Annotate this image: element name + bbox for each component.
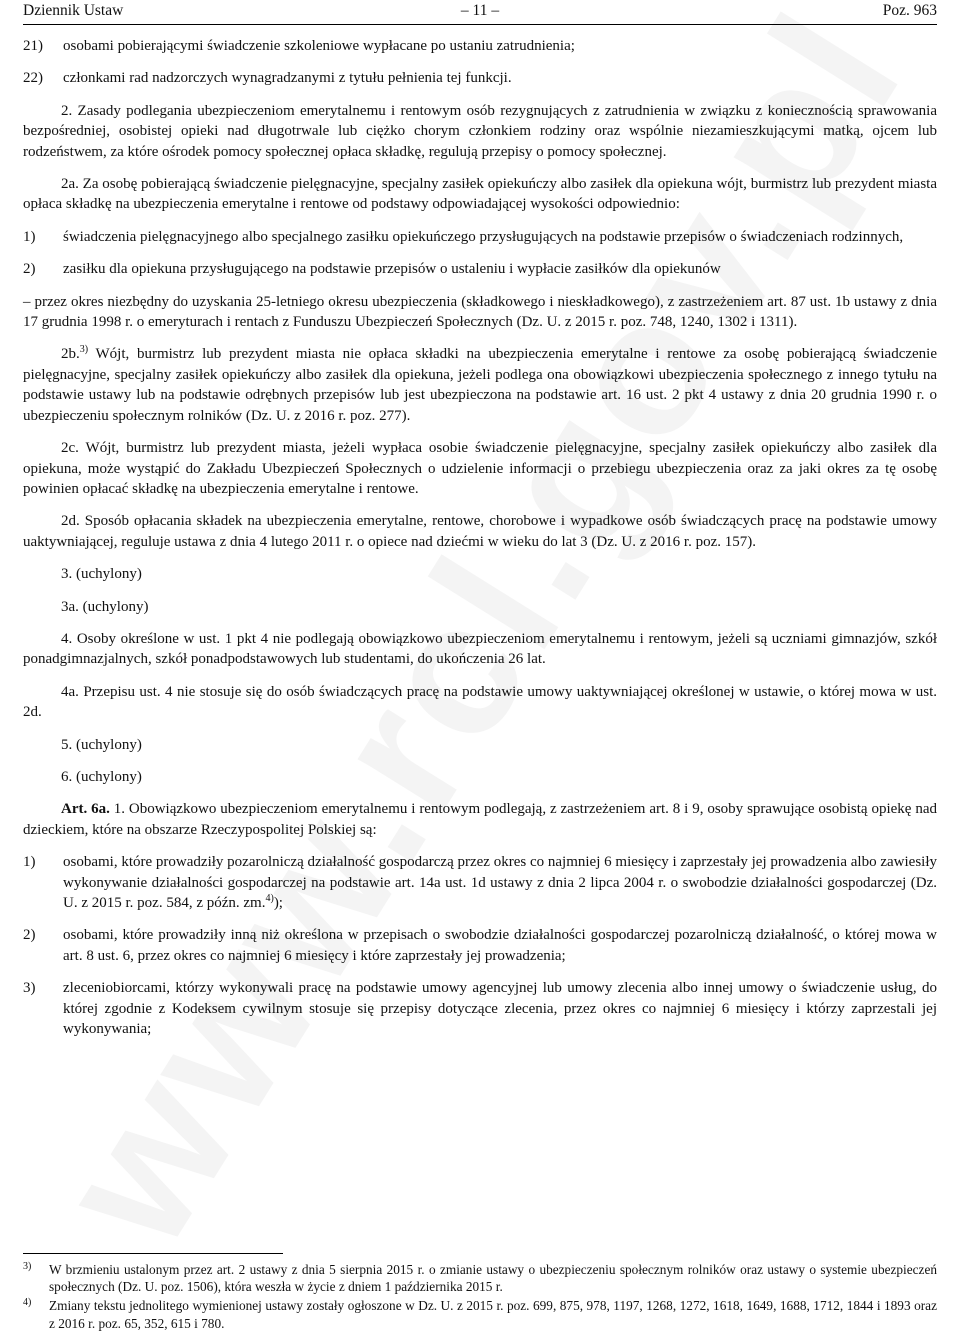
footnote-ref: 3) (79, 344, 89, 356)
paragraph-2a: 2a. Za osobę pobierającą świadczenie pielęgnacyjne, specjalny zasiłek opiekuńczy albo zasiłek dla opiekuna wójt, burmistrz lub prezydent miasta opłaca składkę na ubezpieczenia emerytalne i rentowe od podstawy odpowiadającej wysokości odpowiednio: (23, 176, 937, 213)
journal-title: Dziennik Ustaw (23, 2, 124, 19)
paragraph-3a: 3a. (uchylony) (61, 598, 149, 615)
paragraph-5: 5. (uchylony) (61, 736, 142, 753)
item-number: 3) (23, 980, 36, 997)
paragraph-label: 2b. (61, 346, 80, 363)
list-item (23, 68, 937, 88)
paragraph-2: 2. Zasady podlegania ubezpieczeniom emerytalnemu i rentowym osób rezygnujących z zatrudnienia w związku z koniecznością sprawowania bezpośredniej, osobistej opieki nad długotrwale lub ciężko chorym członkiem rodziny oraz wspólnie niezamieszkującymi matką, ojcem lub rodzeństwem, za które ośrodek pomocy społecznej opłaca składkę, regulują przepisy o pomocy społecznej. (23, 102, 937, 160)
page-header (23, 0, 937, 25)
list-item (23, 227, 937, 247)
item-text: członkami rad nadzorczych wynagradzanymi z tytułu pełnienia tej funkcji. (63, 70, 512, 87)
item-text: zasiłku dla opiekuna przysługującego na podstawie przepisów o ustaleniu i wypłacie zasiłków dla opiekunów (63, 261, 721, 278)
footnote-number: 4) (23, 1297, 32, 1309)
paragraph-text: Wójt, burmistrz lub prezydent miasta nie opłaca składki na ubezpieczenia emerytalne i rentowe za osobę pobierającą świadczenie pielęgnacyjne, specjalny zasiłek opiekuńczy albo zasiłek dla opiekuna, jeżeli podlega ona obowiązkowi ubezpieczenia społecznego z innego tytułu na podstawie ustawy lub na podstawie odrębnych przepisów lub jest ubezpieczona na podstawie art. 16 ust. 2 pkt 4 ustawy z dnia 20 grudnia 1990 r. o ubezpieczeniu społecznym rolników (Dz. U. z 2016 r. poz. 277). (23, 346, 937, 424)
paragraph-6: 6. (uchylony) (61, 768, 142, 785)
footnote-text: Zmiany tekstu jednolitego wymienionej ustawy zostały ogłoszone w Dz. U. z 2015 r. poz. 699, 875, 978, 1197, 1268, 1272, 1618, 1649, 1688, 1712, 1844 i 1893 oraz z 2016 r. poz. 65, 352, 615 i 780. (49, 1298, 937, 1331)
item-number: 22) (23, 70, 43, 87)
footnote-separator (23, 1253, 283, 1254)
list-item (23, 925, 937, 966)
list-item (23, 259, 937, 279)
item-number: 2) (23, 261, 36, 278)
footnote-text: W brzmieniu ustalonym przez art. 2 ustawy z dnia 5 sierpnia 2015 r. o zmianie ustawy o ubezpieczeniu społecznym rolników oraz ustawy o systemie ubezpieczeń społecznych (Dz. U. poz. 1506), która weszła w życie z dniem 1 października 2015 r. (49, 1262, 937, 1295)
item-number: 2) (23, 927, 36, 944)
item-number: 1) (23, 854, 36, 871)
item-text: świadczenia pielęgnacyjnego albo specjalnego zasiłku opiekuńczego przysługujących na podstawie przepisów o świadczeniach rodzinnych, (63, 228, 904, 245)
footnote (23, 1261, 937, 1295)
list-item (23, 978, 937, 1039)
paragraph-2a-tail: – przez okres niezbędny do uzyskania 25-letniego okresu ubezpieczenia (składkowego i nieskładkowego), z zastrzeżeniem art. 87 ust. 1b ustawy z dnia 17 grudnia 1998 r. o emeryturach i rentach z Funduszu Ubezpieczeń Społecznych (Dz. U. z 2015 r. poz. 748, 1240, 1302 i 1311). (23, 293, 937, 331)
footnote-ref: 4) (265, 893, 274, 904)
paragraph-2c: 2c. Wójt, burmistrz lub prezydent miasta, jeżeli wypłaca osobie świadczenie pielęgnacyjne, specjalny zasiłek opiekuńczy albo zasiłek dla opiekuna, może wystąpić do Zakładu Ubezpieczeń Społecznych o udzielenie informacji o przebiegu ubezpieczenia oraz za jaki okres za tę osobę powinien opłacać składkę na ubezpieczenia emerytalne i rentowe. (23, 440, 937, 497)
page-number: – 11 – (460, 2, 500, 19)
document-body (23, 36, 937, 1051)
footnotes (23, 1261, 937, 1334)
list-item (23, 852, 937, 913)
article-label: Art. 6a. (61, 801, 110, 818)
paragraph-4a: 4a. Przepisu ust. 4 nie stosuje się do osób świadczących pracę na podstawie umowy uaktywniającej określonej w ustawie, o której mowa w ust. 2d. (23, 683, 937, 721)
position-number: Poz. 963 (882, 2, 937, 19)
article-text: 1. Obowiązkowo ubezpieczeniom emerytalnemu i rentowym podlegają, z zastrzeżeniem art. 8 i 9, osoby sprawujące osobistą opiekę nad dzieckiem, które na obszarze Rzeczypospolitej Polskiej są: (23, 801, 937, 838)
paragraph-2d: 2d. Sposób opłacania składek na ubezpieczenia emerytalne, rentowe, chorobowe i wypadkowe osób świadczących pracę na podstawie umowy uaktywniającej, reguluje ustawa z dnia 4 lutego 2011 r. o opiece nad dziećmi w wieku do lat 3 (Dz. U. z 2016 r. poz. 157). (23, 513, 937, 550)
paragraph-4: 4. Osoby określone w ust. 1 pkt 4 nie podlegają obowiązkowo ubezpieczeniom emerytalnemu i rentowym, jeżeli są uczniami gimnazjów, szkół ponadgimnazjalnych, szkół ponadpodstawowych lub studentami, do ukończenia 26 lat. (23, 630, 937, 668)
paragraph-2b (23, 344, 937, 426)
item-text: osobami, które prowadziły inną niż określona w przepisach o swobodzie działalności gospodarczej pozarolniczą działalność, o której mowa w art. 8 ust. 6, przez okres co najmniej 6 miesięcy i które zaprzestały jej prowadzenia; (63, 927, 937, 964)
article-6a (23, 799, 937, 840)
paragraph-3: 3. (uchylony) (61, 566, 142, 583)
footnote-number: 3) (23, 1261, 32, 1272)
item-text-tail: ); (273, 895, 283, 911)
list-item (23, 36, 937, 56)
item-text: osobami, które prowadziły pozarolniczą działalność gospodarczą przez okres co najmniej 6 miesięcy i zaprzestały jej prowadzenia albo zawiesiły wykonywanie działalności gospodarczej na podstawie art. 14a ust. 1d ustawy z dnia 2 lipca 2004 r. o swobodzie działalności gospodarczej (Dz. U. z 2015 r. poz. 584, z późn. zm. (63, 854, 937, 911)
item-number: 1) (23, 228, 36, 245)
footnote (23, 1297, 937, 1331)
item-text: osobami pobierającymi świadczenie szkoleniowe wypłacane po ustaniu zatrudnienia; (63, 38, 575, 54)
item-number: 21) (23, 38, 43, 54)
item-text: zleceniobiorcami, którzy wykonywali pracę na podstawie umowy agencyjnej lub umowy zlecenia albo innej umowy o świadczenie usług, do której zgodnie z Kodeksem cywilnym stosuje się przepisy dotyczące zlecenia, przez okres co najmniej 6 miesięcy i którzy zaprzestali jej wykonywania; (63, 980, 937, 1038)
